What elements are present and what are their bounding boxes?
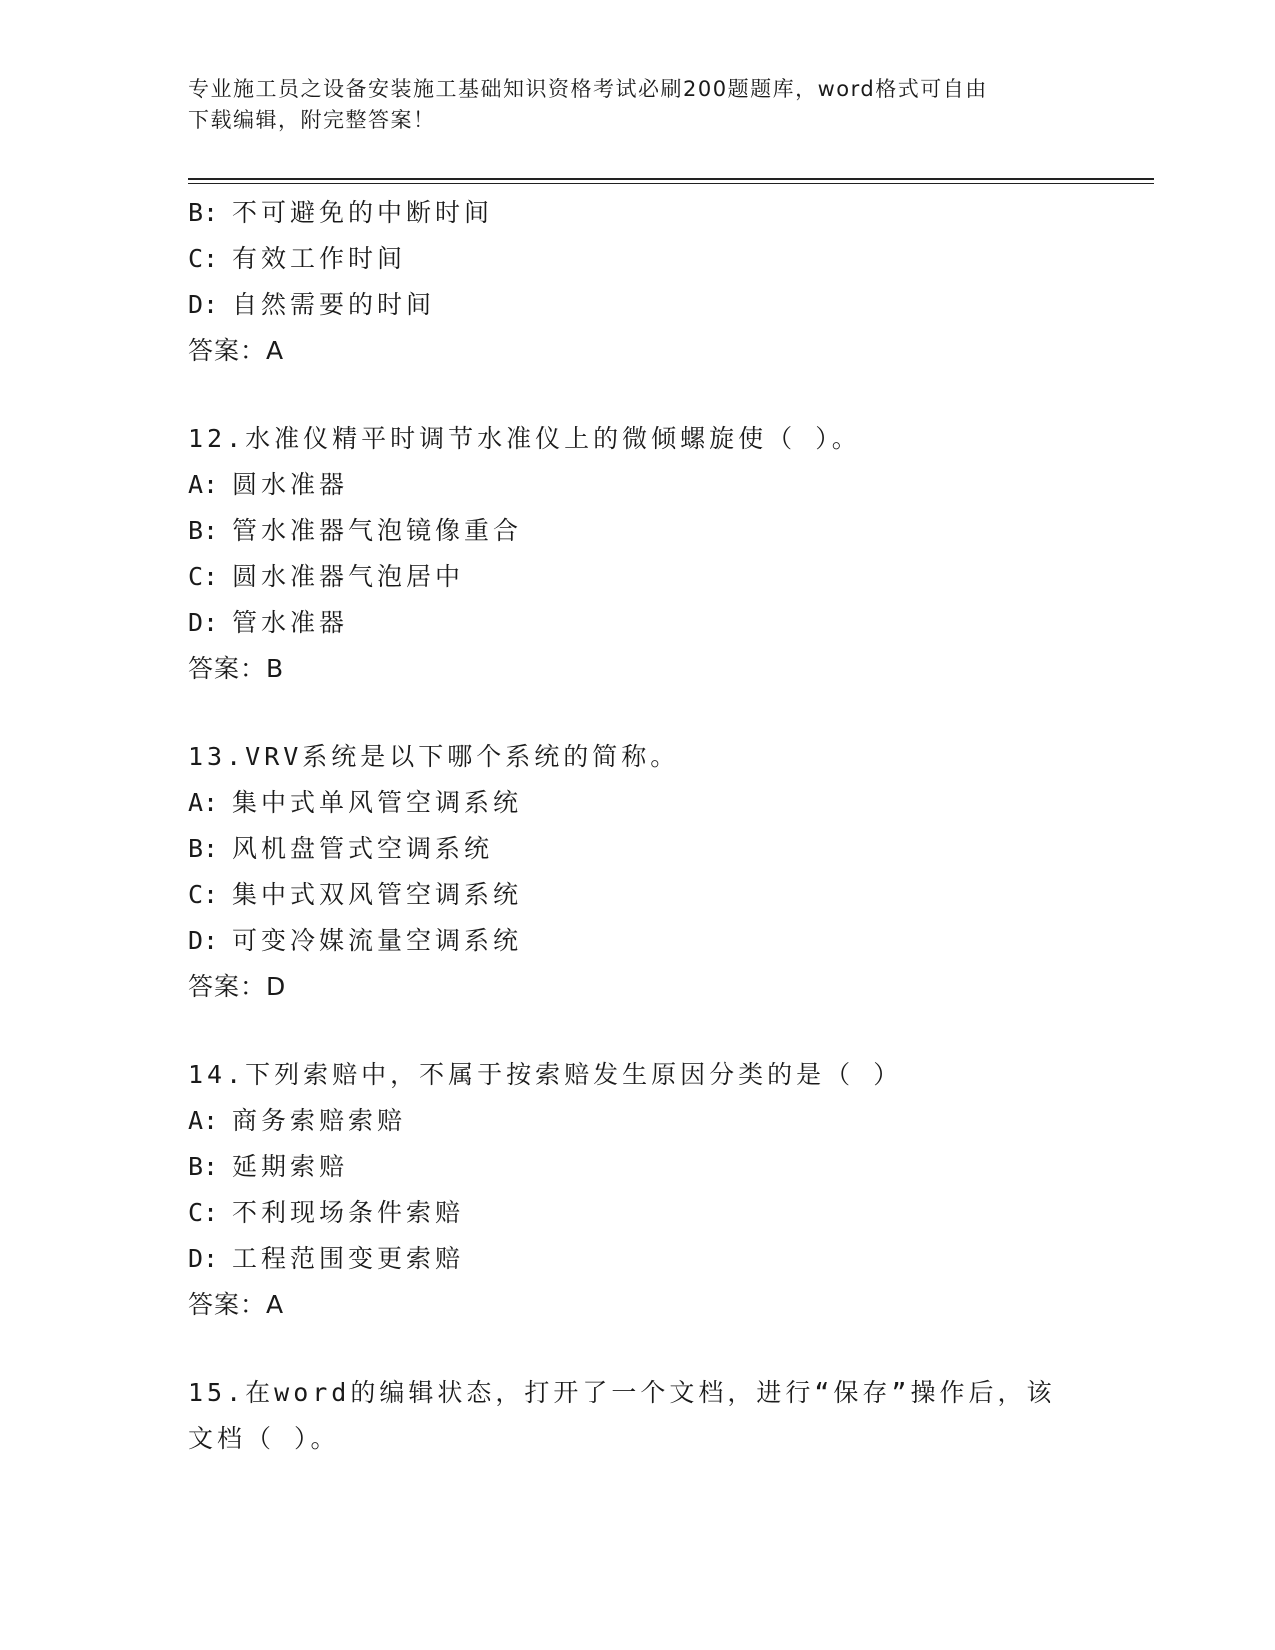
header-line-2: 下载编辑，附完整答案！ (188, 108, 436, 132)
question-11 (188, 190, 1148, 374)
question-text: 13.VRV系统是以下哪个系统的简称。 (188, 742, 680, 771)
question-15 (188, 1370, 1148, 1462)
question-text-line-1: 15.在word的编辑状态，打开了一个文档，进行“保存”操作后，该 (188, 1378, 1056, 1407)
option-a: A: 商务索赔索赔 (188, 1106, 407, 1135)
option-b: B: 管水准器气泡镜像重合 (188, 516, 523, 545)
option-d: D: 自然需要的时间 (188, 290, 436, 319)
option-c: C: 不利现场条件索赔 (188, 1198, 465, 1227)
question-13 (188, 734, 1148, 1010)
option-d: D: 工程范围变更索赔 (188, 1244, 465, 1273)
option-d: D: 可变冷媒流量空调系统 (188, 926, 523, 955)
question-text: 12.水准仪精平时调节水准仪上的微倾螺旋使（ ）。 (188, 424, 861, 453)
option-c: C: 集中式双风管空调系统 (188, 880, 523, 909)
answer: 答案：D (188, 972, 287, 1001)
option-c: C: 圆水准器气泡居中 (188, 562, 465, 591)
answer: 答案：A (188, 1290, 285, 1319)
answer: 答案：A (188, 336, 285, 365)
header-rule-thick (188, 178, 1154, 180)
option-c: C: 有效工作时间 (188, 244, 407, 273)
document-header (188, 74, 1088, 136)
option-b: B: 风机盘管式空调系统 (188, 834, 494, 863)
question-text: 14.下列索赔中，不属于按索赔发生原因分类的是（ ） (188, 1060, 903, 1089)
document-body (188, 190, 1148, 1462)
option-a: A: 集中式单风管空调系统 (188, 788, 523, 817)
answer: 答案：B (188, 654, 285, 683)
header-line-1: 专业施工员之设备安装施工基础知识资格考试必刷200题题库，word格式可自由 (188, 77, 988, 101)
question-12 (188, 416, 1148, 692)
option-b: B: 延期索赔 (188, 1152, 349, 1181)
option-b: B: 不可避免的中断时间 (188, 198, 494, 227)
option-a: A: 圆水准器 (188, 470, 349, 499)
option-d: D: 管水准器 (188, 608, 349, 637)
question-14 (188, 1052, 1148, 1328)
question-text-line-2: 文档（ ）。 (188, 1424, 340, 1453)
header-rule-thin (188, 183, 1154, 184)
